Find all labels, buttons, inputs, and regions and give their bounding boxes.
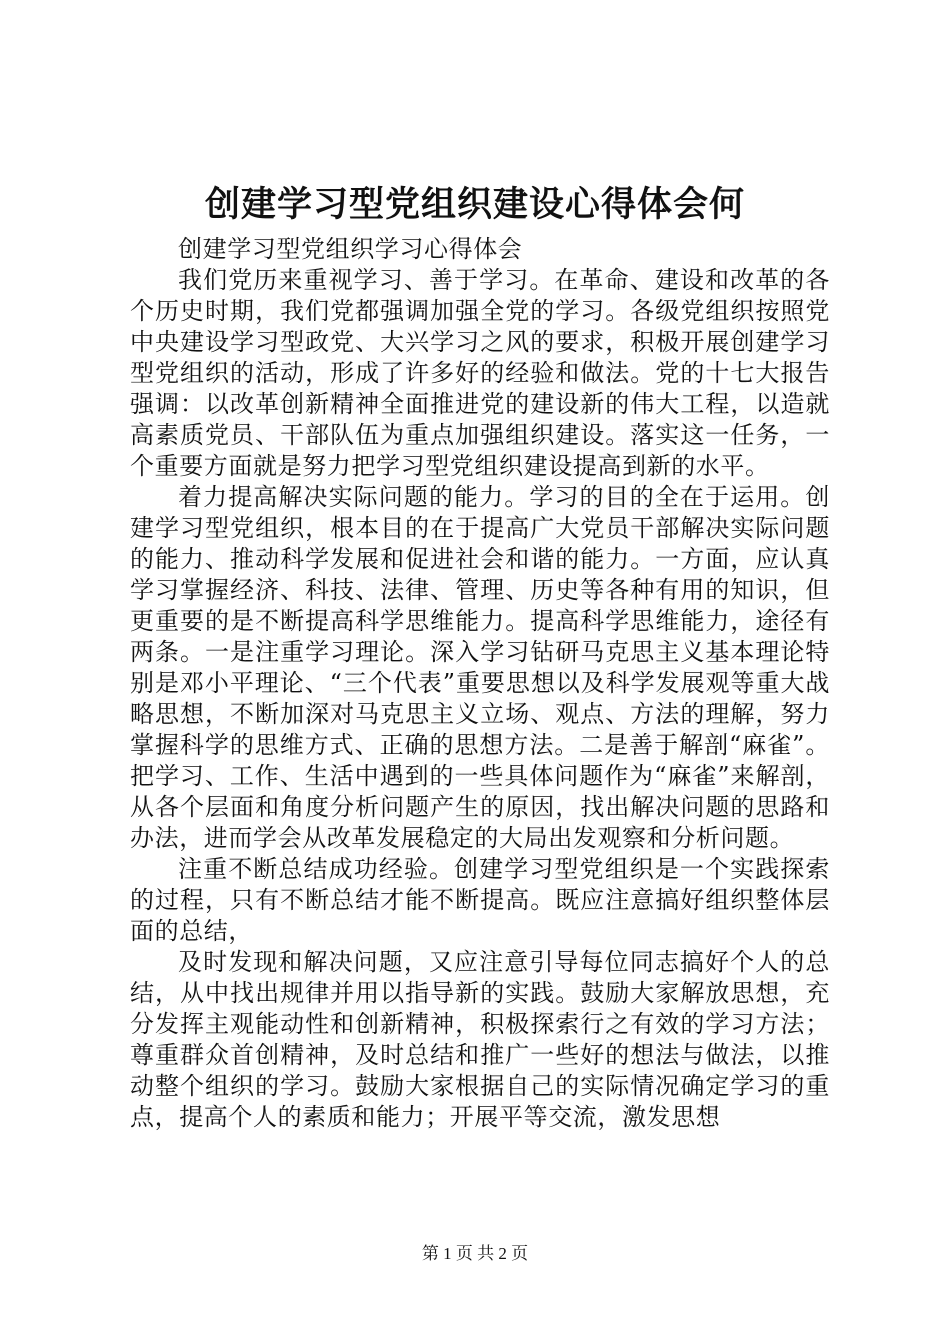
document-title: 创建学习型党组织建设心得体会何 [204, 185, 745, 225]
subtitle-paragraph: 创建学习型党组织学习心得体会 [178, 235, 523, 263]
body-paragraph: 我们党历来重视学习、善于学习。在革命、建设和改革的各个历史时期，我们党都强调加强全党的学习。各级党组织按照党中央建设学习型政党、大兴学习之风的要求，积极开展创建学习型党组织的活动，形成了许多好的经验和做法。党的十七大报告强调：以改革创新精神全面推进党的建设新的伟大工程，以造就高素质党员、干部队伍为重点加强组织建设。落实这一任务，一个重要方面就是努力把学习型党组织建设提高到新的水平。 [130, 266, 830, 480]
page-number-footer: 第 1 页 共 2 页 [421, 1244, 529, 1263]
document-body [130, 234, 830, 1133]
body-paragraph: 注重不断总结成功经验。创建学习型党组织是一个实践探索的过程，只有不断总结才能不断提高。既应注意搞好组织整体层面的总结， [130, 855, 830, 945]
body-paragraph: 及时发现和解决问题，又应注意引导每位同志搞好个人的总结，从中找出规律并用以指导新的实践。鼓励大家解放思想，充分发挥主观能动性和创新精神，积极探索行之有效的学习方法；尊重群众首创精神，及时总结和推广一些好的想法与做法，以推动整个组织的学习。鼓励大家根据自己的实际情况确定学习的重点，提高个人的素质和能力；开展平等交流，激发思想 [130, 948, 830, 1131]
body-paragraph: 着力提高解决实际问题的能力。学习的目的全在于运用。创建学习型党组织，根本目的在于提高广大党员干部解决实际问题的能力、推动科学发展和促进社会和谐的能力。一方面，应认真学习掌握经济、科技、法律、管理、历史等各种有用的知识，但更重要的是不断提高科学思维能力。提高科学思维能力，途径有两条。一是注重学习理论。深入学习钻研马克思主义基本理论特别是邓小平理论、“三个代表”重要思想以及科学发展观等重大战略思想，不断加深对马克思主义立场、观点、方法的理解，努力掌握科学的思维方式、正确的思想方法。二是善于解剖“麻雀”。把学习、工作、生活中遇到的一些具体问题作为“麻雀”来解剖，从各个层面和角度分析问题产生的原因，找出解决问题的思路和办法，进而学会从改革发展稳定的大局出发观察和分析问题。 [130, 483, 830, 852]
